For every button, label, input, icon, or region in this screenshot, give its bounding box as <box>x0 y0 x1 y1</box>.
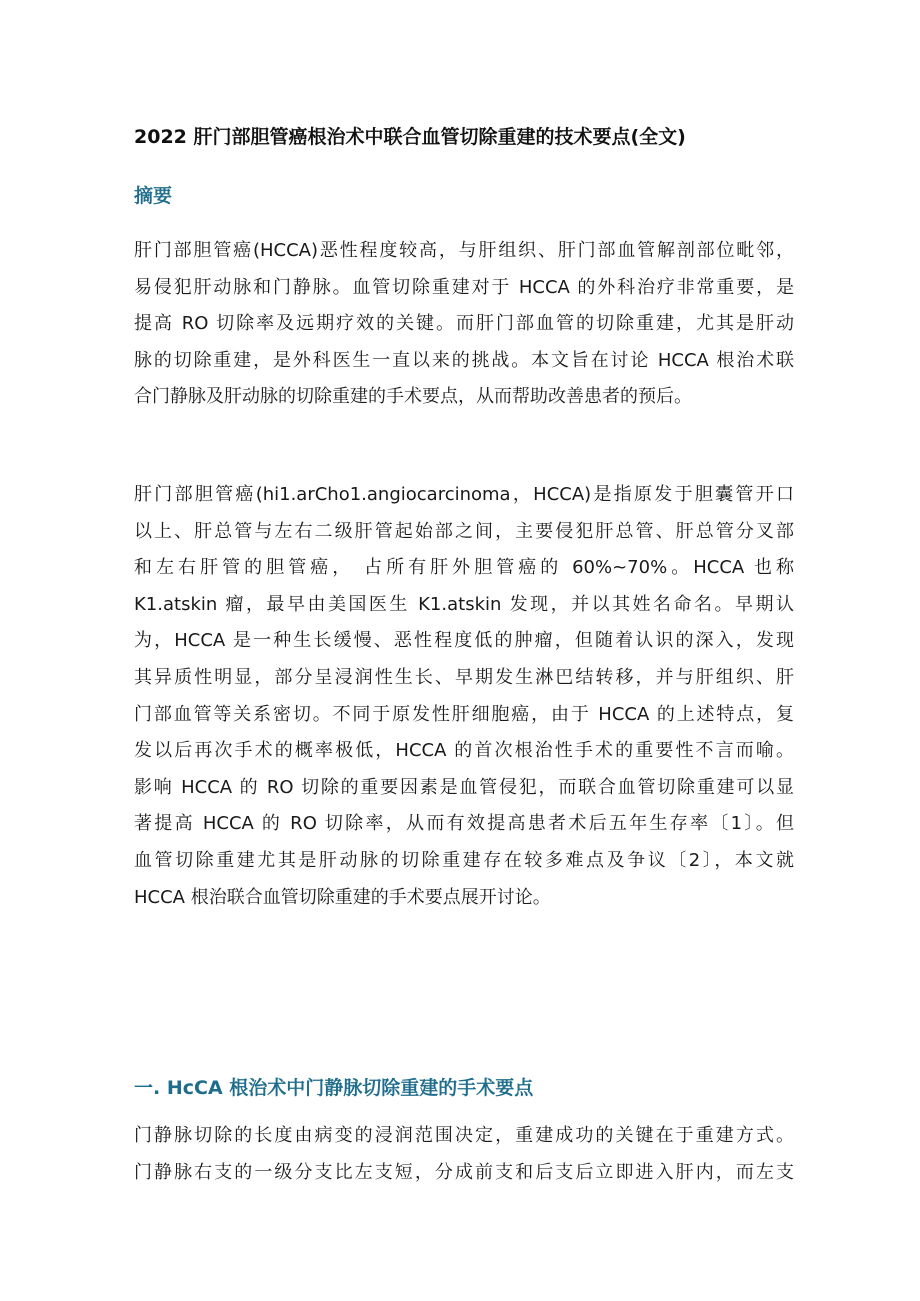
intro-line: 其异质性明显，部分呈浸润性生长、早期发生淋巴结转移，并与肝组织、肝 <box>134 666 794 688</box>
intro-line: 著提高 HCCA 的 RO 切除率，从而有效提高患者术后五年生存率〔1〕。但 <box>134 813 794 835</box>
abstract-heading: 摘要 <box>134 185 173 207</box>
intro-paragraph <box>134 477 794 916</box>
intro-line: 以上、肝总管与左右二级肝管起始部之间，主要侵犯肝总管、肝总管分叉部 <box>134 520 794 542</box>
section1-heading: 一. HcCA 根治术中门静脉切除重建的手术要点 <box>134 1077 534 1099</box>
section1-line: 门静脉切除的长度由病变的浸润范围决定，重建成功的关键在于重建方式。 <box>134 1125 794 1146</box>
abstract-line: 合门静脉及肝动脉的切除重建的手术要点，从而帮助改善患者的预后。 <box>134 386 692 408</box>
abstract-line: 肝门部胆管癌(HCCA)恶性程度较高，与肝组织、肝门部血管解剖部位毗邻， <box>134 240 794 261</box>
intro-line: 门部血管等关系密切。不同于原发性肝细胞癌，由于 HCCA 的上述特点，复 <box>134 703 794 725</box>
intro-line: 影响 HCCA 的 RO 切除的重要因素是血管侵犯，而联合血管切除重建可以显 <box>134 776 794 798</box>
abstract-paragraph <box>134 233 794 416</box>
abstract-line: 提高 RO 切除率及远期疗效的关键。而肝门部血管的切除重建，尤其是肝动 <box>134 313 794 335</box>
intro-line: 和左右肝管的胆管癌， 占所有肝外胆管癌的 60%~70%。HCCA 也称 <box>134 557 794 579</box>
intro-line: 血管切除重建尤其是肝动脉的切除重建存在较多难点及争议〔2〕，本文就 <box>134 849 794 871</box>
document-title: 2022 肝门部胆管癌根治术中联合血管切除重建的技术要点(全文) <box>134 126 686 148</box>
section1-paragraph <box>134 1118 794 1191</box>
intro-line: 发以后再次手术的概率极低，HCCA 的首次根治性手术的重要性不言而喻。 <box>134 740 794 762</box>
abstract-line: 易侵犯肝动脉和门静脉。血管切除重建对于 HCCA 的外科治疗非常重要，是 <box>134 276 794 298</box>
section1-line: 门静脉右支的一级分支比左支短，分成前支和后支后立即进入肝内，而左支 <box>134 1161 794 1183</box>
intro-line: 为，HCCA 是一种生长缓慢、恶性程度低的肿瘤，但随着认识的深入，发现 <box>134 630 794 652</box>
intro-line: K1.atskin 瘤，最早由美国医生 K1.atskin 发现，并以其姓名命名。早期认 <box>134 593 794 615</box>
intro-line: 肝门部胆管癌(hi1.arCho1.angiocarcinoma，HCCA)是指原发于胆囊管开口 <box>134 484 794 505</box>
intro-line: HCCA 根治联合血管切除重建的手术要点展开讨论。 <box>134 886 551 908</box>
abstract-line: 脉的切除重建，是外科医生一直以来的挑战。本文旨在讨论 HCCA 根治术联 <box>134 349 794 371</box>
